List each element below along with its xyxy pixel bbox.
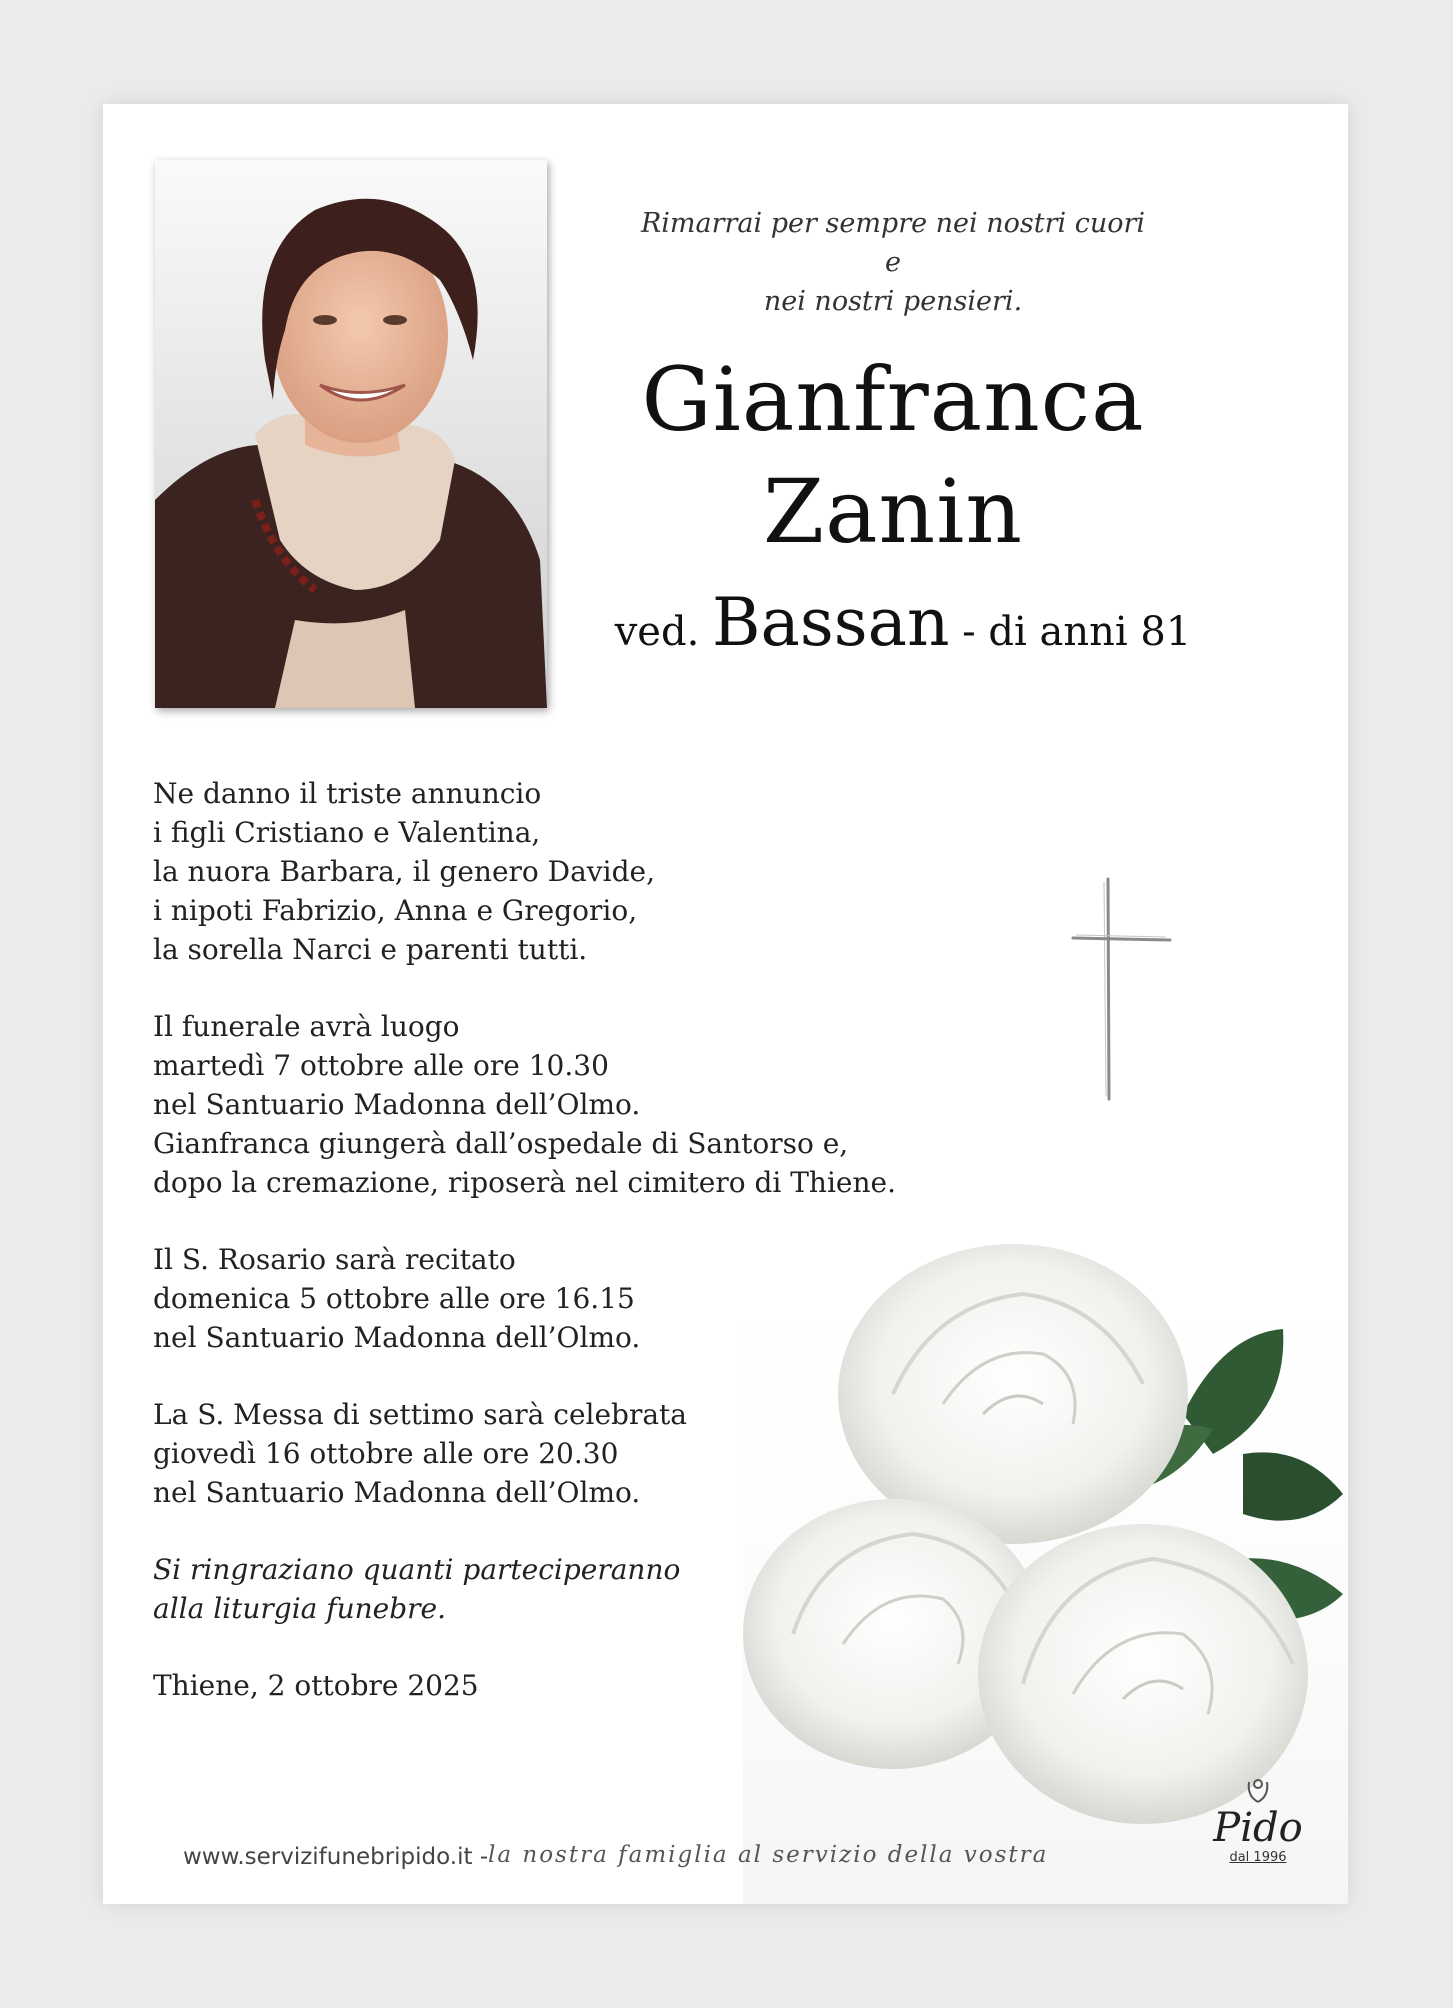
text-line: martedì 7 ottobre alle ore 10.30 xyxy=(153,1049,609,1082)
funeral-paragraph xyxy=(153,1007,973,1202)
text-line: Il funerale avrà luogo xyxy=(153,1010,460,1043)
footer-separator: - xyxy=(472,1844,489,1870)
first-name: Gianfranca xyxy=(641,348,1145,451)
place-date: Thiene, 2 ottobre 2025 xyxy=(153,1669,479,1702)
cross-icon xyxy=(1068,874,1178,1108)
text-line: nel Santuario Madonna dell’Olmo. xyxy=(153,1321,641,1354)
text-line: nel Santuario Madonna dell’Olmo. xyxy=(153,1088,641,1121)
deceased-name xyxy=(573,344,1213,568)
text-line: domenica 5 ottobre alle ore 16.15 xyxy=(153,1282,635,1315)
website-link[interactable]: www.servizifunebripido.it xyxy=(183,1844,473,1870)
wreath-icon xyxy=(1243,1772,1273,1806)
text-line: i nipoti Fabrizio, Anna e Gregorio, xyxy=(153,894,638,927)
age-text: - di anni 81 xyxy=(962,609,1192,655)
text-line: giovedì 16 ottobre alle ore 20.30 xyxy=(153,1437,619,1470)
portrait-photo xyxy=(155,160,547,708)
last-name: Zanin xyxy=(762,460,1024,563)
funeral-home-logo xyxy=(1198,1772,1318,1865)
logo-since: dal 1996 xyxy=(1229,1850,1287,1865)
text-line: la nuora Barbara, il genero Davide, xyxy=(153,855,655,888)
married-name-age xyxy=(543,584,1263,661)
text-line: Si ringraziano quanti parteciperanno xyxy=(153,1553,681,1586)
text-line: nel Santuario Madonna dell’Olmo. xyxy=(153,1476,641,1509)
text-line: Ne danno il triste annuncio xyxy=(153,777,542,810)
footer-url[interactable] xyxy=(183,1844,488,1870)
text-line: La S. Messa di settimo sarà celebrata xyxy=(153,1398,687,1431)
text-line: dopo la cremazione, riposerà nel cimitero di Thiene. xyxy=(153,1166,896,1199)
footer-motto: la nostra famiglia al servizio della vostra xyxy=(488,1842,1049,1868)
memorial-quote xyxy=(633,204,1153,321)
ved-prefix: ved. xyxy=(614,609,700,655)
quote-line: nei nostri pensieri. xyxy=(763,286,1023,317)
text-line: i figli Cristiano e Valentina, xyxy=(153,816,541,849)
married-name: Bassan xyxy=(712,584,950,661)
quote-line: Rimarrai per sempre nei nostri cuori e xyxy=(640,208,1146,278)
logo-name: Pido xyxy=(1213,1805,1303,1851)
text-line: Gianfranca giungerà dall’ospedale di Santorso e, xyxy=(153,1127,849,1160)
text-line: alla liturgia funebre. xyxy=(153,1592,447,1625)
obituary-sheet xyxy=(103,104,1348,1904)
announcement-paragraph xyxy=(153,774,973,969)
text-line: la sorella Narci e parenti tutti. xyxy=(153,933,588,966)
text-line: Il S. Rosario sarà recitato xyxy=(153,1243,516,1276)
